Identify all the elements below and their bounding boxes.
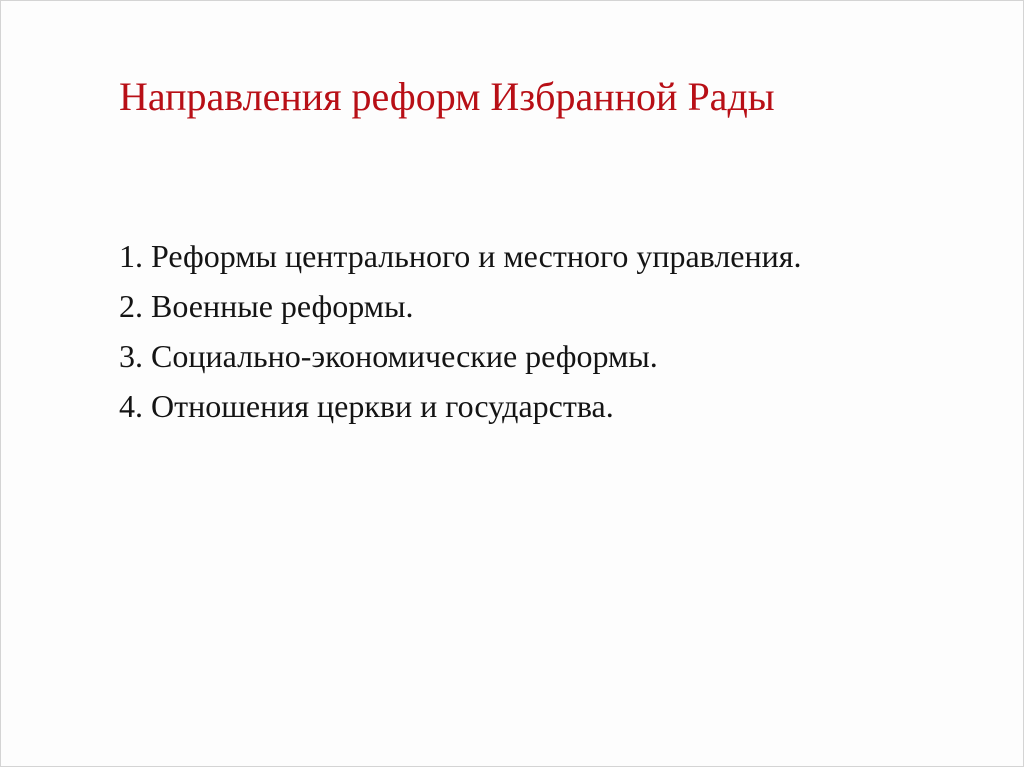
list-item: 2. Военные реформы. [119,288,414,324]
list-item: 3. Социально-экономические реформы. [119,338,658,374]
list-item: 4. Отношения церкви и государства. [119,388,614,424]
list-item: 1. Реформы центрального и местного управления. [119,238,802,274]
reform-list [119,231,839,431]
slide-title: Направления реформ Избранной Рады [119,74,775,119]
